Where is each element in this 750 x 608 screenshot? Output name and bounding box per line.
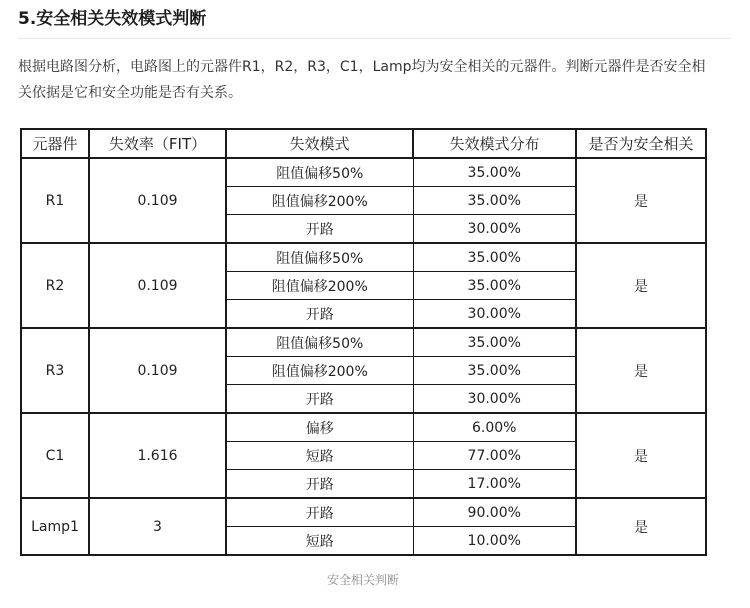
safety-cell: 是 [576,498,706,555]
header-mode-distribution: 失效模式分布 [413,129,576,158]
fit-cell: 3 [89,498,226,555]
safety-cell: 是 [576,158,706,243]
header-failure-rate: 失效率（FIT） [89,129,226,158]
component-cell: R3 [21,328,89,413]
header-failure-mode: 失效模式 [226,129,413,158]
intro-paragraph: 根据电路图分析，电路图上的元器件R1，R2，R3，C1，Lamp均为安全相关的元器件。判断元器件是否安全相关依据是它和安全功能是否有关系。 [18,59,706,101]
dist-cell: 35.00% [413,272,576,300]
mode-cell: 开路 [226,215,413,244]
header-component: 元器件 [21,129,89,158]
component-cell: R1 [21,158,89,243]
mode-cell: 开路 [226,385,413,414]
fit-cell: 0.109 [89,158,226,243]
header-safety-related: 是否为安全相关 [576,129,706,158]
table-row [21,328,706,357]
component-cell: C1 [21,413,89,498]
dist-cell: 17.00% [413,470,576,499]
mode-cell: 开路 [226,470,413,499]
mode-cell: 阻值偏移50% [226,328,413,357]
mode-cell: 阻值偏移200% [226,187,413,215]
fit-cell: 1.616 [89,413,226,498]
mode-cell: 开路 [226,300,413,329]
mode-cell: 阻值偏移50% [226,158,413,187]
dist-cell: 35.00% [413,357,576,385]
figure-caption: 安全相关判断 [326,573,399,587]
table-header-row [21,129,706,158]
dist-cell: 90.00% [413,498,576,527]
fit-cell: 0.109 [89,328,226,413]
dist-cell: 35.00% [413,328,576,357]
mode-cell: 偏移 [226,413,413,442]
mode-cell: 阻值偏移200% [226,357,413,385]
mode-cell: 阻值偏移50% [226,243,413,272]
table-row [21,498,706,527]
component-cell: R2 [21,243,89,328]
safety-cell: 是 [576,328,706,413]
dist-cell: 10.00% [413,527,576,556]
dist-cell: 35.00% [413,187,576,215]
mode-cell: 阻值偏移200% [226,272,413,300]
table-row [21,413,706,442]
dist-cell: 30.00% [413,385,576,414]
dist-cell: 35.00% [413,158,576,187]
safety-failure-mode-table [20,128,707,556]
component-cell: Lamp1 [21,498,89,555]
table-row [21,243,706,272]
mode-cell: 短路 [226,442,413,470]
dist-cell: 30.00% [413,215,576,244]
section-heading: 5.安全相关失效模式判断 [18,4,730,39]
dist-cell: 30.00% [413,300,576,329]
safety-cell: 是 [576,243,706,328]
mode-cell: 短路 [226,527,413,556]
mode-cell: 开路 [226,498,413,527]
safety-cell: 是 [576,413,706,498]
dist-cell: 77.00% [413,442,576,470]
dist-cell: 6.00% [413,413,576,442]
table-row [21,158,706,187]
fit-cell: 0.109 [89,243,226,328]
dist-cell: 35.00% [413,243,576,272]
